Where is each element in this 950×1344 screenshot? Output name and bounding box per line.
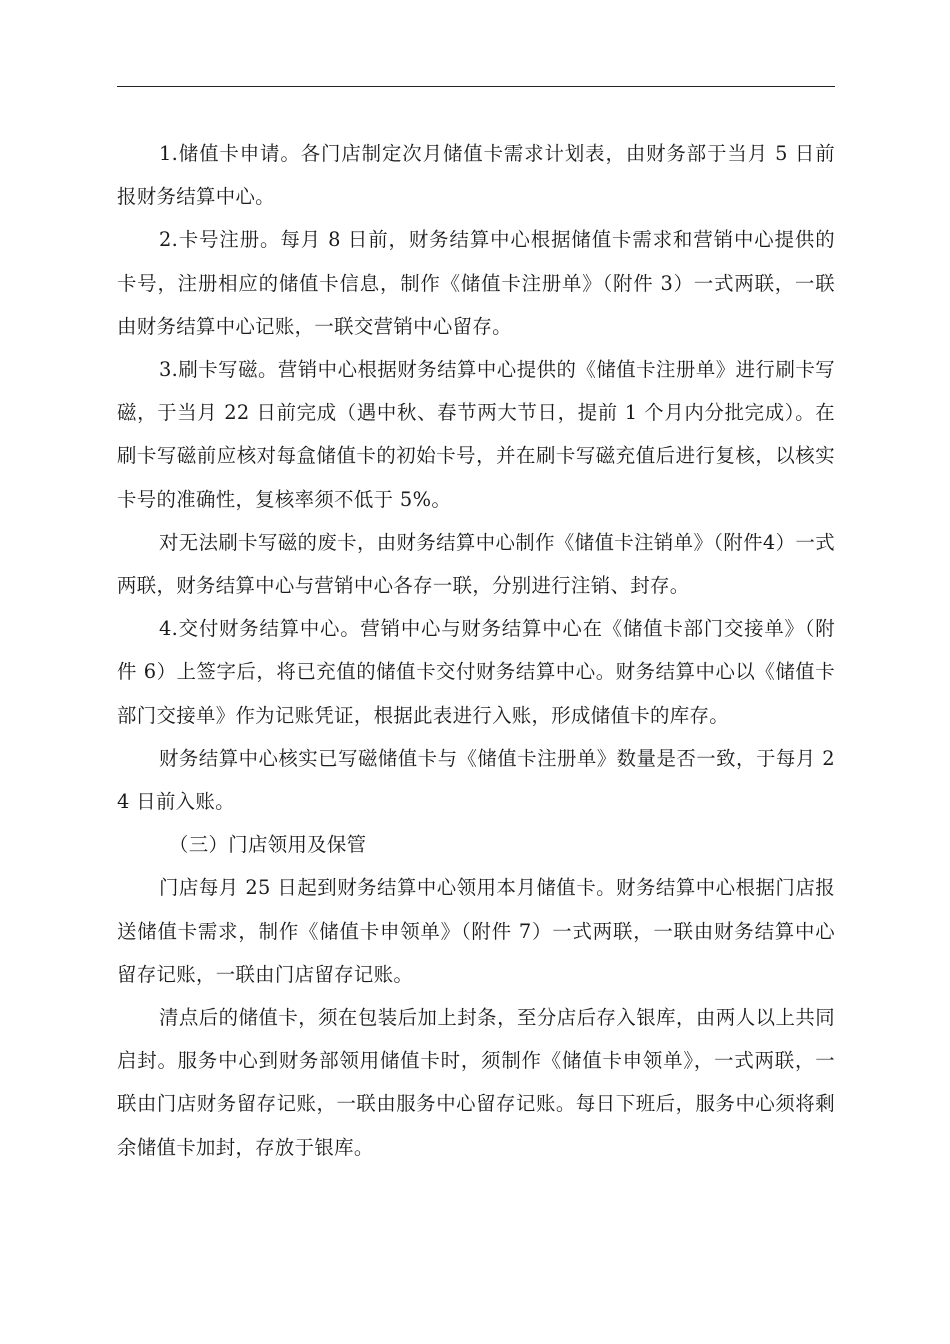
paragraph-card-magnetic-writing: 3.刷卡写磁。营销中心根据财务结算中心提供的《储值卡注册单》进行刷卡写磁，于当月 22 日前完成（遇中秋、春节两大节日，提前 1 个月内分批完成）。在刷卡写磁前应核对每盒储值卡的初始卡号，并在刷卡写磁充值后进行复核，以核实卡号的准确性，复核率须不低于 5%。 <box>117 358 835 511</box>
header-rule <box>117 86 835 87</box>
paragraph-store-collection: 门店每月 25 日起到财务结算中心领用本月储值卡。财务结算中心根据门店报送储值卡需求，制作《储值卡申领单》（附件 7）一式两联，一联由财务结算中心留存记账，一联由门店留存记账。 <box>117 876 835 986</box>
paragraph-verification-and-posting: 财务结算中心核实已写磁储值卡与《储值卡注册单》数量是否一致，于每月 24 日前入账。 <box>117 746 835 814</box>
paragraph-waste-card-handling: 对无法刷卡写磁的废卡，由财务结算中心制作《储值卡注销单》（附件4）一式两联，财务结算中心与营销中心各存一联，分别进行注销、封存。 <box>117 530 835 598</box>
paragraph-delivery-to-settlement: 4.交付财务结算中心。营销中心与财务结算中心在《储值卡部门交接单》（附件 6）上签字后，将已充值的储值卡交付财务结算中心。财务结算中心以《储值卡部门交接单》作为记账凭证，根据此表进行入账，形成储值卡的库存。 <box>117 617 835 727</box>
document-body <box>117 132 835 1169</box>
paragraph-card-application: 1.储值卡申请。各门店制定次月储值卡需求计划表，由财务部于当月 5 日前报财务结算中心。 <box>117 142 835 209</box>
paragraph-storage-and-sealing: 清点后的储值卡，须在包装后加上封条，至分店后存入银库，由两人以上共同启封。服务中心到财务部领用储值卡时，须制作《储值卡申领单》，一式两联，一联由门店财务留存记账，一联由服务中心留存记账。每日下班后，服务中心须将剩余储值卡加封，存放于银库。 <box>117 1006 835 1159</box>
section-heading-store-use: （三）门店领用及保管 <box>169 833 367 857</box>
paragraph-card-registration: 2.卡号注册。每月 8 日前，财务结算中心根据储值卡需求和营销中心提供的卡号，注册相应的储值卡信息，制作《储值卡注册单》（附件 3）一式两联，一联由财务结算中心记账，一联交营销中心留存。 <box>117 228 835 338</box>
